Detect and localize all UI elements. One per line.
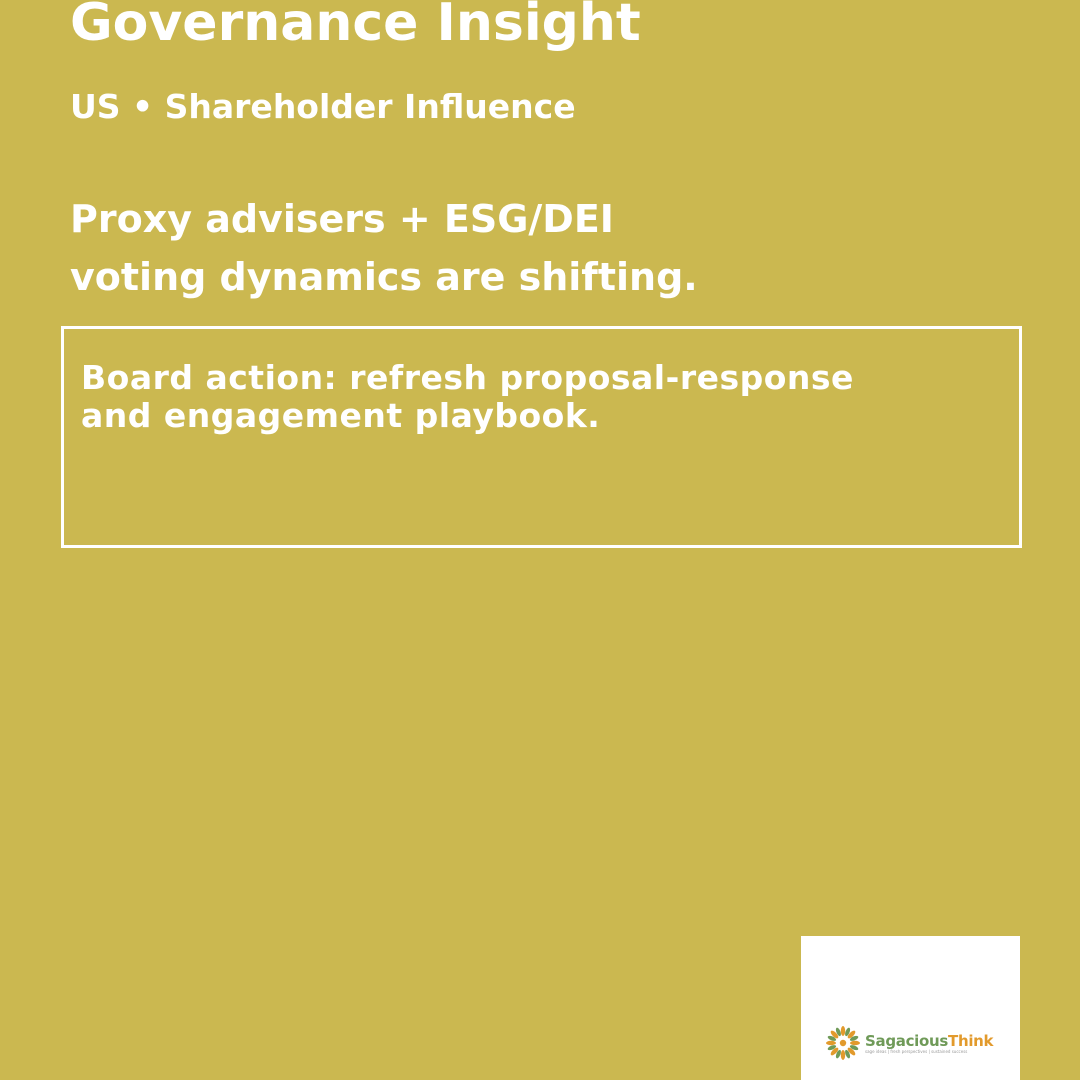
- logo-wordmark: [865, 1033, 993, 1054]
- logo-name-part-1: Sagacious: [865, 1031, 949, 1050]
- board-action-box: [61, 326, 1022, 548]
- board-action-text: [81, 359, 854, 435]
- logo-name: [865, 1033, 993, 1049]
- logo-tagline: sage ideas | fresh perspectives | sustained success: [865, 1048, 968, 1054]
- page-title: Governance Insight: [70, 0, 641, 53]
- headline-line-2: voting dynamics are shifting.: [70, 255, 698, 299]
- headline: [70, 190, 698, 306]
- board-action-line-1: Board action: refresh proposal-response: [81, 358, 854, 397]
- logo-card: [801, 936, 1020, 1080]
- headline-line-1: Proxy advisers + ESG/DEI: [70, 197, 614, 241]
- sunburst-logo-icon: [825, 1025, 861, 1061]
- board-action-line-2: and engagement playbook.: [81, 396, 601, 435]
- page-subtitle: US • Shareholder Influence: [70, 87, 576, 126]
- logo-name-part-2: Think: [948, 1031, 994, 1050]
- sagacious-think-logo: [825, 1025, 993, 1061]
